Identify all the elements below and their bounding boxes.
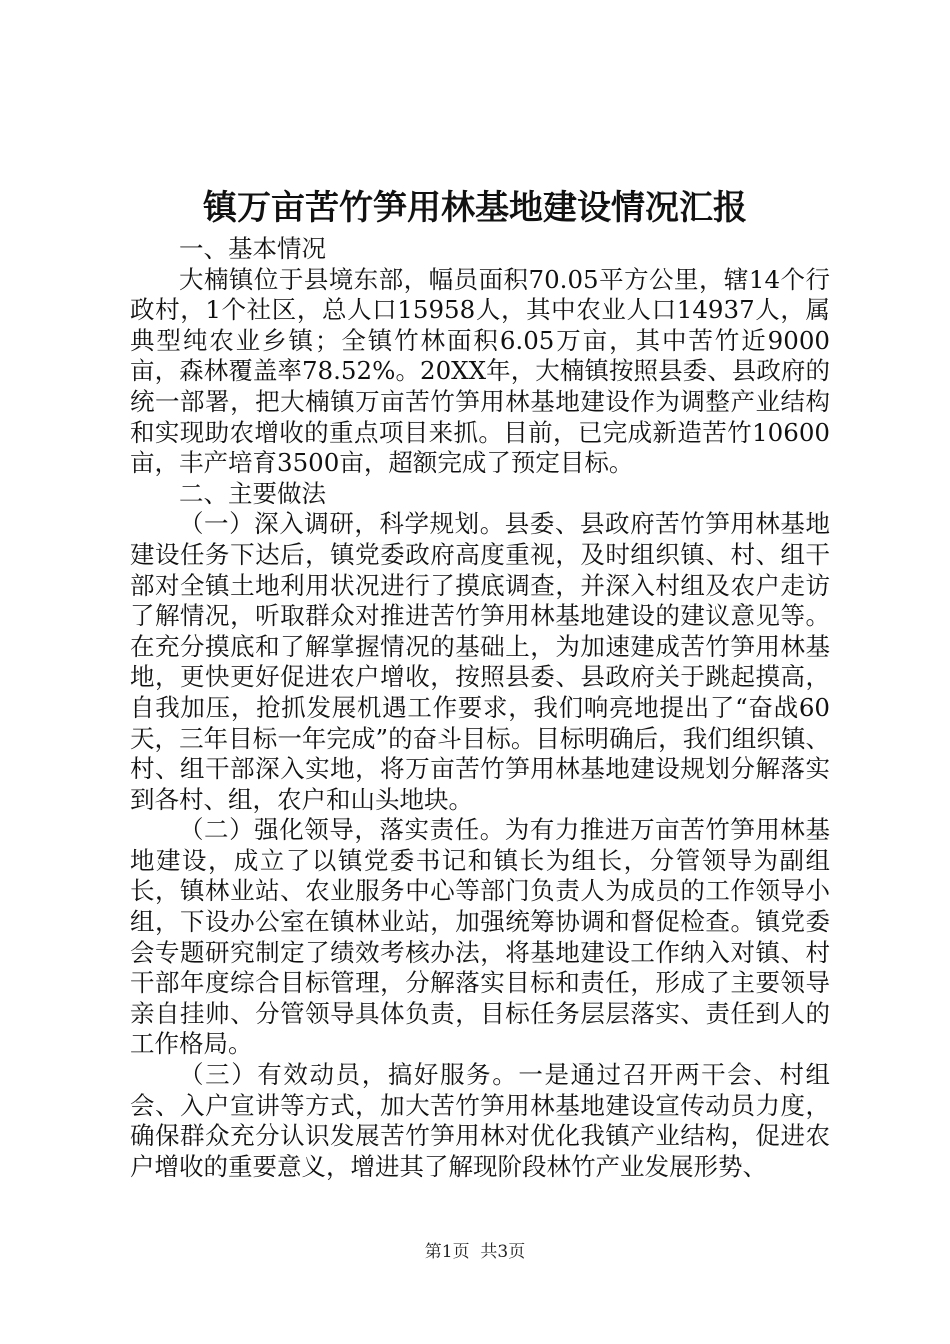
- page-number: 第1页 共3页: [424, 1242, 526, 1262]
- paragraph-mobilization-service: （三）有效动员，搞好服务。一是通过召开两干会、村组会、入户宣讲等方式，加大苦竹笋用林基地建设宣传动员力度，确保群众充分认识发展苦竹笋用林对优化我镇产业结构，促进农户增收的重要意义，增进其了解现阶段林竹产业发展形势、: [130, 1060, 830, 1181]
- page-footer: [0, 1240, 950, 1264]
- paragraph-research-planning: （一）深入调研，科学规划。县委、县政府苦竹笋用林基地建设任务下达后，镇党委政府高度重视，及时组织镇、村、组干部对全镇土地利用状况进行了摸底调查，并深入村组及农户走访了解情况，听取群众对推进苦竹笋用林基地建设的建议意见等。在充分摸底和了解掌握情况的基础上，为加速建成苦竹笋用林基地，更快更好促进农户增收，按照县委、县政府关于跳起摸高，自我加压，抢抓发展机遇工作要求，我们响亮地提出了“奋战60天，三年目标一年完成”的奋斗目标。目标明确后，我们组织镇、村、组干部深入实地，将万亩苦竹笋用林基地建设规划分解落实到各村、组，农户和山头地块。: [130, 509, 830, 814]
- paragraph-leadership-responsibility: （二）强化领导，落实责任。为有力推进万亩苦竹笋用林基地建设，成立了以镇党委书记和镇长为组长，分管领导为副组长，镇林业站、农业服务中心等部门负责人为成员的工作领导小组，下设办公室在镇林业站，加强统筹协调和督促检查。镇党委会专题研究制定了绩效考核办法，将基地建设工作纳入对镇、村干部年度综合目标管理，分解落实目标和责任，形成了主要领导亲自挂帅、分管领导具体负责，目标任务层层落实、责任到人的工作格局。: [130, 815, 830, 1059]
- paragraph-overview: 大楠镇位于县境东部，幅员面积70.05平方公里，辖14个行政村，1个社区，总人口15958人，其中农业人口14937人，属典型纯农业乡镇；全镇竹林面积6.05万亩，其中苦竹近9000亩，森林覆盖率78.52%。20XX年，大楠镇按照县委、县政府的统一部署，把大楠镇万亩苦竹笋用林基地建设作为调整产业结构和实现助农增收的重点项目来抓。目前，已完成新造苦竹10600亩，丰产培育3500亩，超额完成了预定目标。: [130, 264, 830, 478]
- section-heading-basic-situation: 一、基本情况: [179, 234, 326, 263]
- document-title: 镇万亩苦竹笋用林基地建设情况汇报: [203, 188, 747, 228]
- document-body: [130, 234, 830, 1182]
- section-heading-main-practices: 二、主要做法: [179, 478, 326, 508]
